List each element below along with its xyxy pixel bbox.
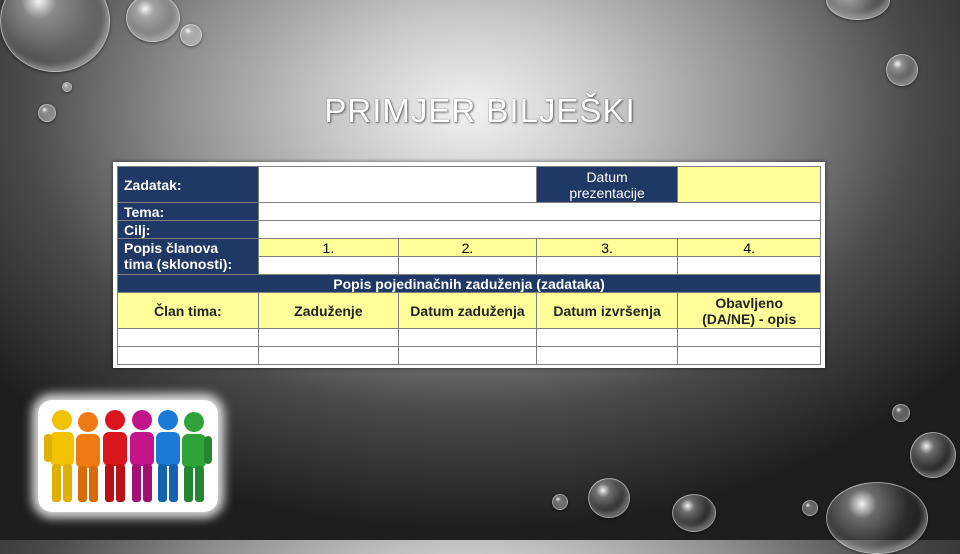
member-cell <box>258 257 399 275</box>
table-cell <box>118 347 259 365</box>
bubble-decoration <box>180 24 202 46</box>
column-header-clan-tima: Član tima: <box>118 293 259 329</box>
bubble-decoration <box>552 494 568 510</box>
table-cell <box>399 347 537 365</box>
bubble-decoration <box>892 404 910 422</box>
figure-blue <box>156 410 180 502</box>
member-cell <box>678 257 821 275</box>
cilj-value-cell <box>258 221 820 239</box>
table-cell <box>678 347 821 365</box>
notes-table <box>117 166 821 365</box>
table-cell <box>536 347 678 365</box>
zadatak-value-cell <box>258 167 536 203</box>
bubble-decoration <box>826 482 928 554</box>
cilj-label: Cilj: <box>118 221 259 239</box>
datum-prezentacije-label <box>536 167 678 203</box>
column-header-datum-izvrsenja: Datum izvršenja <box>536 293 678 329</box>
zadatak-label: Zadatak: <box>118 167 259 203</box>
figure-red <box>103 410 127 502</box>
popis-clanova-line1: Popis članova <box>124 240 219 256</box>
member-number-1: 1. <box>258 239 399 257</box>
column-header-zaduzenje: Zaduženje <box>258 293 399 329</box>
obavljeno-line2: (DA/NE) - opis <box>702 310 797 327</box>
member-number-4: 4. <box>678 239 821 257</box>
member-number-3: 3. <box>536 239 678 257</box>
datum-prezentacije-value-cell <box>678 167 821 203</box>
table-cell <box>258 329 399 347</box>
table-cell <box>118 329 259 347</box>
bubble-decoration <box>0 0 110 72</box>
datum-prezentacije-line1: Datum <box>586 168 628 185</box>
bubble-decoration <box>62 82 72 92</box>
figure-orange <box>76 412 100 502</box>
table-cell <box>536 329 678 347</box>
bubble-decoration <box>588 478 630 518</box>
table-cell <box>678 329 821 347</box>
datum-prezentacije-line2: prezentacije <box>569 184 645 201</box>
bubble-decoration <box>826 0 890 20</box>
popis-clanova-label <box>118 239 259 275</box>
notes-table-image <box>113 162 825 368</box>
bubble-decoration <box>672 494 716 532</box>
column-header-obavljeno <box>678 293 821 329</box>
figure-yellow <box>44 410 74 502</box>
member-cell <box>536 257 678 275</box>
table-cell <box>258 347 399 365</box>
team-figures-svg <box>38 400 218 512</box>
tema-label: Tema: <box>118 203 259 221</box>
popis-clanova-line2: tima (sklonosti): <box>124 256 233 272</box>
bubble-decoration <box>802 500 818 516</box>
slide-title: PRIMJER BILJEŠKI <box>324 92 636 129</box>
figure-magenta <box>130 410 154 502</box>
table-cell <box>399 329 537 347</box>
bubble-decoration <box>910 432 956 478</box>
bubble-decoration <box>886 54 918 86</box>
figure-green <box>182 412 212 502</box>
member-number-2: 2. <box>399 239 537 257</box>
tema-value-cell <box>258 203 820 221</box>
section-header: Popis pojedinačnih zaduženja (zadataka) <box>118 275 821 293</box>
column-header-datum-zaduzenja: Datum zaduženja <box>399 293 537 329</box>
team-people-icon <box>38 400 218 512</box>
member-cell <box>399 257 537 275</box>
bubble-decoration <box>126 0 180 42</box>
obavljeno-line1: Obavljeno <box>715 294 784 311</box>
